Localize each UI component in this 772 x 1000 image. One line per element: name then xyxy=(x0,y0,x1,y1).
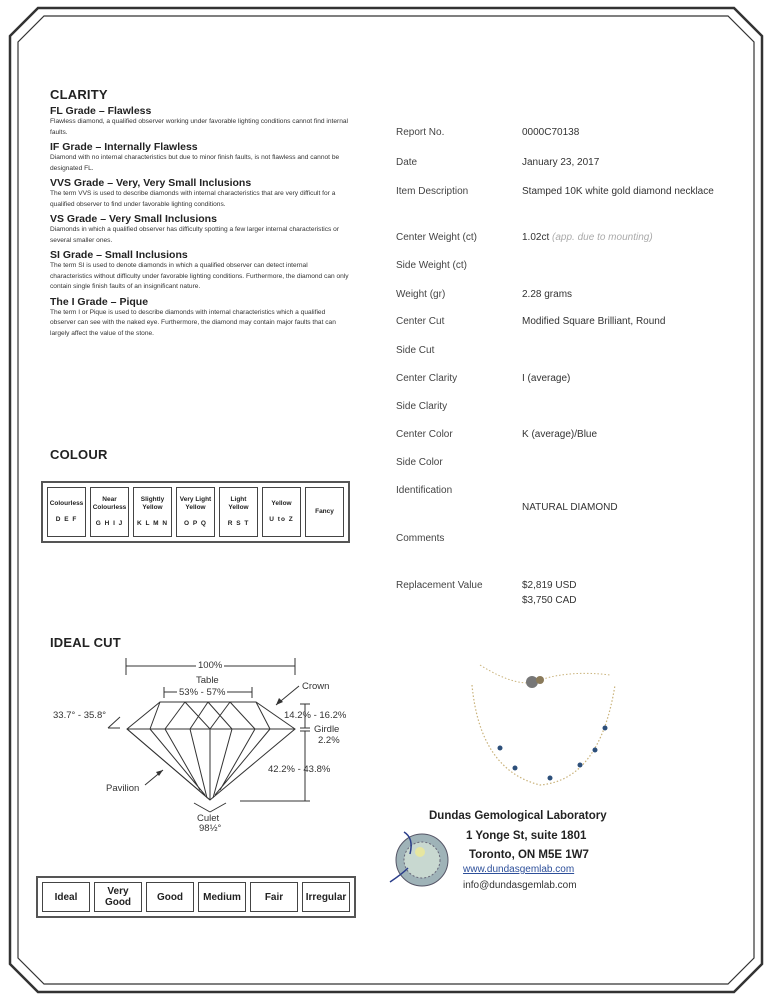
colour-grade-code: O P Q xyxy=(184,520,207,527)
colour-grade-name: Fancy xyxy=(315,508,334,515)
clarity-heading: CLARITY xyxy=(50,87,108,102)
lab-seal-hologram xyxy=(384,824,459,894)
report-value-text: 2.28 grams xyxy=(522,289,573,300)
report-value-text: NATURAL DIAMOND xyxy=(522,502,618,513)
lab-website-link[interactable]: www.dundasgemlab.com xyxy=(463,864,575,875)
report-field-value xyxy=(522,429,597,440)
report-value-text: Stamped 10K white gold diamond necklace xyxy=(522,186,714,197)
report-field-value xyxy=(522,127,579,138)
colour-grade-name: Yellow xyxy=(271,500,292,507)
report-value-secondary: $3,750 CAD xyxy=(522,595,577,606)
culet-label: Culet xyxy=(197,813,220,824)
clarity-grade-description: Flawless diamond, a qualified observer working under favorable lighting conditions cannot find internal faults. xyxy=(50,118,348,136)
report-field-value xyxy=(522,232,653,243)
clarity-grade-title: IF Grade – Internally Flawless xyxy=(50,141,198,153)
report-field-value xyxy=(522,580,576,606)
report-field-value xyxy=(522,316,665,327)
report-value-text: 0000C70138 xyxy=(522,127,580,138)
report-value-text: 1.02ct xyxy=(522,232,550,243)
report-field-label: Identification xyxy=(396,485,453,496)
cut-grade-cell: Medium xyxy=(198,882,246,912)
report-field-label: Center Clarity xyxy=(396,373,458,384)
clarity-grade-title: SI Grade – Small Inclusions xyxy=(50,249,188,261)
colour-grade-code: K L M N xyxy=(136,520,169,527)
cut-grade-table xyxy=(36,876,356,918)
report-field-value xyxy=(522,373,570,384)
report-field-label: Center Cut xyxy=(396,316,445,327)
report-field-label: Comments xyxy=(396,533,445,544)
report-field-value xyxy=(522,502,618,513)
clarity-grade-description: The term I or Pique is used to describe diamonds with internal characteristics which a qualified observer can see with the naked eye. Furthermore, the diamond may contain major faults that can largely affect the value of the stone. xyxy=(50,308,336,337)
report-field-value xyxy=(522,289,572,300)
report-field-label: Side Clarity xyxy=(396,401,448,412)
report-field-label: Side Color xyxy=(396,457,443,468)
girdle-value: 2.2% xyxy=(318,735,340,746)
cut-grade-cell: Good xyxy=(146,882,194,912)
report-field-label: Weight (gr) xyxy=(396,289,446,300)
report-field-value xyxy=(522,186,714,197)
lab-address-line1: 1 Yonge St, suite 1801 xyxy=(466,830,587,842)
cut-grade-cell: Irregular xyxy=(302,882,350,912)
width-label: 100% xyxy=(198,660,223,671)
clarity-grade-title: VS Grade – Very Small Inclusions xyxy=(50,213,217,225)
clarity-grade-description: The term VVS is used to describe diamonds with internal characteristics that are very difficult for a qualified observer to find under favorable lighting conditions. xyxy=(50,190,336,208)
clarity-grade-description: Diamonds in which a qualified observer has difficulty spotting a few larger internal characteristics or several smaller ones. xyxy=(50,226,340,244)
cut-grade-cell: Fair xyxy=(250,882,298,912)
colour-grade-name: Colourless xyxy=(49,500,84,507)
colour-grade-name: Light Yellow xyxy=(228,496,249,511)
clarity-grade-title: VVS Grade – Very, Very Small Inclusions xyxy=(50,177,252,189)
report-field-label: Date xyxy=(396,157,418,168)
clarity-grade-title: FL Grade – Flawless xyxy=(50,105,152,117)
pavilion-depth: 42.2% - 43.8% xyxy=(268,764,331,775)
report-value-note: (app. due to mounting) xyxy=(552,232,653,243)
report-field-label: Side Cut xyxy=(396,345,435,356)
crown-angle: 33.7° - 35.8° xyxy=(53,710,107,721)
report-value-text: $2,819 USD xyxy=(522,580,577,591)
report-field-value xyxy=(522,157,599,168)
report-value-text: Modified Square Brilliant, Round xyxy=(522,316,666,327)
lab-name: Dundas Gemological Laboratory xyxy=(429,810,607,822)
report-value-text: K (average)/Blue xyxy=(522,429,598,440)
colour-grade-name: Slightly Yellow xyxy=(140,496,165,511)
colour-grade-name: Near Colourless xyxy=(92,496,127,511)
report-field-label: Center Weight (ct) xyxy=(396,232,477,243)
crown-height: 14.2% - 16.2% xyxy=(284,710,347,721)
lab-address-line2: Toronto, ON M5E 1W7 xyxy=(469,849,589,861)
crown-label: Crown xyxy=(302,681,330,692)
colour-heading: COLOUR xyxy=(50,447,108,462)
colour-grade-code: U to Z xyxy=(269,516,294,523)
colour-grade-code: G H I J xyxy=(95,520,124,527)
clarity-grade-description: Diamond with no internal characteristics but due to minor finish faults, is not flawless and cannot be designated FL. xyxy=(50,154,340,172)
report-field-label: Center Color xyxy=(396,429,453,440)
colour-grade-code: R S T xyxy=(227,520,250,527)
report-field-label: Item Description xyxy=(396,186,469,197)
cut-grade-cell: Very Good xyxy=(94,882,142,912)
colour-grade-name: Very Light Yellow xyxy=(179,496,212,511)
report-field-label: Side Weight (ct) xyxy=(396,260,467,271)
report-field-label: Replacement Value xyxy=(396,580,483,591)
pavilion-label: Pavilion xyxy=(106,783,140,794)
clarity-grade-title: The I Grade – Pique xyxy=(50,295,149,308)
clarity-grade-description: The term SI is used to denote diamonds in which a qualified observer can detect internal characteristics without difficulty under favorable lighting conditions. Furthermore, the diamond can only contain single finish faults of an insignificant nature. xyxy=(50,262,349,290)
report-value-text: I (average) xyxy=(522,373,571,384)
report-field-label: Report No. xyxy=(396,127,445,138)
colour-grade-code: D E F xyxy=(55,516,78,523)
table-value: 53% - 57% xyxy=(179,687,226,698)
lab-email: info@dundasgemlab.com xyxy=(463,880,577,891)
culet-value: 98½° xyxy=(199,823,222,834)
necklace-photo xyxy=(460,650,630,810)
table-label: Table xyxy=(196,675,219,686)
report-value-text: January 23, 2017 xyxy=(522,157,600,168)
ideal-cut-heading: IDEAL CUT xyxy=(50,635,121,650)
girdle-label: Girdle xyxy=(314,724,340,735)
cut-grade-cell: Ideal xyxy=(42,882,90,912)
